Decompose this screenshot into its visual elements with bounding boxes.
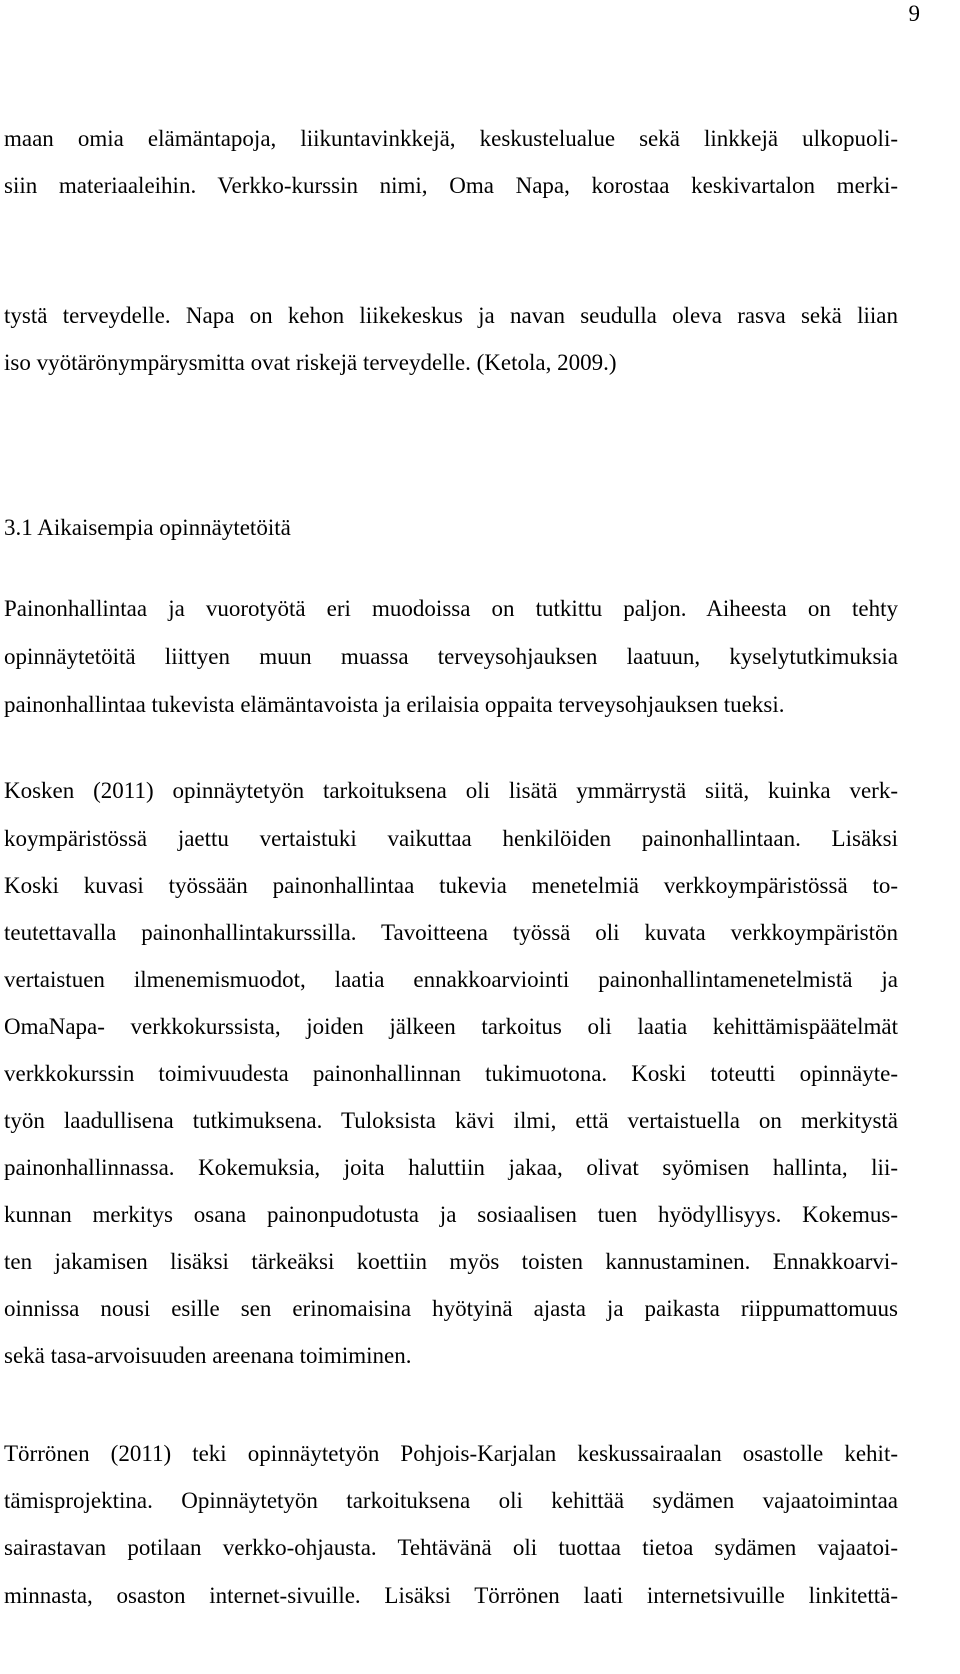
text-line-content: Kosken (2011) opinnäytetyön tarkoituksena oli lisätä ymmärrystä siitä, kuinka verk- <box>4 778 898 803</box>
text-line <box>0 1059 960 1089</box>
text-line <box>0 1153 960 1183</box>
text-line <box>0 1294 960 1324</box>
text-line-content: verkkokurssin toimivuudesta painonhallinnan tukimuotona. Koski toteutti opinnäyte- <box>4 1061 898 1086</box>
text-line <box>0 871 960 901</box>
text-line <box>0 776 960 806</box>
text-line <box>0 1106 960 1136</box>
text-line-content: minnasta, osaston internet-sivuille. Lisäksi Törrönen laati internetsivuille linkitettä- <box>4 1583 898 1608</box>
text-line <box>0 1533 960 1563</box>
page-number: 9 <box>908 1 920 26</box>
text-line-content: oinnissa nousi esille sen erinomaisina hyötyinä ajasta ja paikasta riippumattomuus <box>4 1296 898 1321</box>
text-line <box>0 594 960 624</box>
text-line <box>0 690 960 720</box>
text-line-content: vertaistuen ilmenemismuodot, laatia ennakkoarviointi painonhallintamenetelmistä ja <box>4 967 898 992</box>
text-line-content: ten jakamisen lisäksi tärkeäksi koettiin myös toisten kannustaminen. Ennakkoarvi- <box>4 1249 898 1274</box>
text-line <box>0 301 960 331</box>
text-line <box>0 171 960 201</box>
text-line-content: Painonhallintaa ja vuorotyötä eri muodoissa on tutkittu paljon. Aiheesta on tehty <box>4 596 898 621</box>
text-line-content: koympäristössä jaettu vertaistuki vaikuttaa henkilöiden painonhallintaan. Lisäksi <box>4 826 898 851</box>
text-line-content: tystä terveydelle. Napa on kehon liikekeskus ja navan seudulla oleva rasva sekä liian <box>4 303 898 328</box>
text-line-content: iso vyötärönympärysmitta ovat riskejä terveydelle. (Ketola, 2009.) <box>4 350 617 375</box>
text-line <box>0 1012 960 1042</box>
text-line-content: OmaNapa- verkkokurssista, joiden jälkeen tarkoitus oli laatia kehittämispäätelmät <box>4 1014 898 1039</box>
text-line <box>0 1486 960 1516</box>
text-line <box>0 1341 960 1371</box>
text-line <box>0 824 960 854</box>
text-line <box>0 965 960 995</box>
text-line <box>0 1581 960 1611</box>
text-line <box>0 348 960 378</box>
text-line <box>0 1439 960 1469</box>
text-line-content: työn laadullisena tutkimuksena. Tuloksista kävi ilmi, että vertaistuella on merkitystä <box>4 1108 898 1133</box>
text-line <box>0 918 960 948</box>
text-line-content: siin materiaaleihin. Verkko-kurssin nimi, Oma Napa, korostaa keskivartalon merki- <box>4 173 898 198</box>
text-line-content: opinnäytetöitä liittyen muun muassa terveysohjauksen laatuun, kyselytutkimuksia <box>4 644 898 669</box>
text-line-content: painonhallintaa tukevista elämäntavoista ja erilaisia oppaita terveysohjauksen tueksi. <box>4 692 785 717</box>
text-line-content: kunnan merkitys osana painonpudotusta ja sosiaalisen tuen hyödyllisyys. Kokemus- <box>4 1202 898 1227</box>
text-line <box>0 1200 960 1230</box>
text-line-content: painonhallinnassa. Kokemuksia, joita haluttiin jakaa, olivat syömisen hallinta, lii- <box>4 1155 898 1180</box>
text-line-content: maan omia elämäntapoja, liikuntavinkkejä, keskustelualue sekä linkkejä ulkopuoli- <box>4 126 898 151</box>
text-line-content: Koski kuvasi työssään painonhallintaa tukevia menetelmiä verkkoympäristössä to- <box>4 873 898 898</box>
text-line <box>0 1247 960 1277</box>
text-line-content: teutettavalla painonhallintakurssilla. Tavoitteena työssä oli kuvata verkkoympäristön <box>4 920 898 945</box>
text-line-content: Törrönen (2011) teki opinnäytetyön Pohjois-Karjalan keskussairaalan osastolle kehit- <box>4 1441 898 1466</box>
text-line <box>0 642 960 672</box>
section-heading <box>0 513 960 543</box>
section-heading-text: 3.1 Aikaisempia opinnäytetöitä <box>4 515 291 540</box>
text-line-content: sekä tasa-arvoisuuden areenana toimiminen. <box>4 1343 412 1368</box>
text-line-content: sairastavan potilaan verkko-ohjausta. Tehtävänä oli tuottaa tietoa sydämen vajaatoi- <box>4 1535 898 1560</box>
text-line <box>0 124 960 154</box>
text-line-content: tämisprojektina. Opinnäytetyön tarkoituksena oli kehittää sydämen vajaatoimintaa <box>4 1488 898 1513</box>
